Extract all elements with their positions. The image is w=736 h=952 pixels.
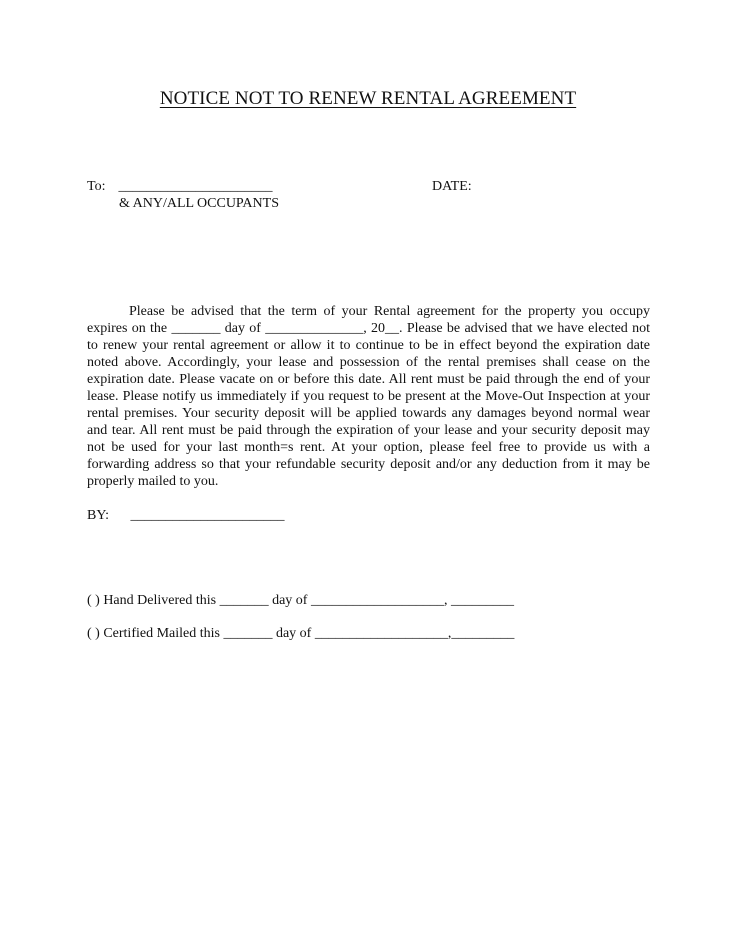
by-blank: ______________________ [130,508,285,523]
notice-body [87,303,650,490]
certified-mailed-line: ( ) Certified Mailed this _______ day of ___________________,_________ [87,626,515,641]
by-label: BY: [87,508,110,523]
to-field [87,179,273,195]
to-label: To: [87,179,106,194]
notice-body-text: Please be advised that the term of your Rental agreement for the property you occupy expires on the _______ day of ______________, 20__. Please be advised that we have elected not to renew your rental agreement or allow it to continue to be in effect beyond the expiration date noted above. Accordingly, your lease and possession of the rental premises shall cease on the expiration date. Please vacate on or before this date. All rent must be paid through the end of your lease. Please notify us immediately if you request to be present at the Move-Out Inspection at your rental premises. Your security deposit will be applied towards any damages beyond normal wear and tear. All rent must be paid through the expiration of your lease and your security deposit may not be used for your last month=s rent. At your option, please feel free to provide us with a forwarding address so that your refundable security deposit and/or any deduction from it may be properly mailed to you. [87,304,650,489]
occupants-line: & ANY/ALL OCCUPANTS [119,196,279,211]
to-blank: ______________________ [118,179,273,194]
document-title: NOTICE NOT TO RENEW RENTAL AGREEMENT [159,88,577,109]
hand-delivered-line: ( ) Hand Delivered this _______ day of ___________________, _________ [87,593,514,608]
by-field [87,508,285,524]
date-field [432,179,472,195]
date-label: DATE: [432,179,472,194]
